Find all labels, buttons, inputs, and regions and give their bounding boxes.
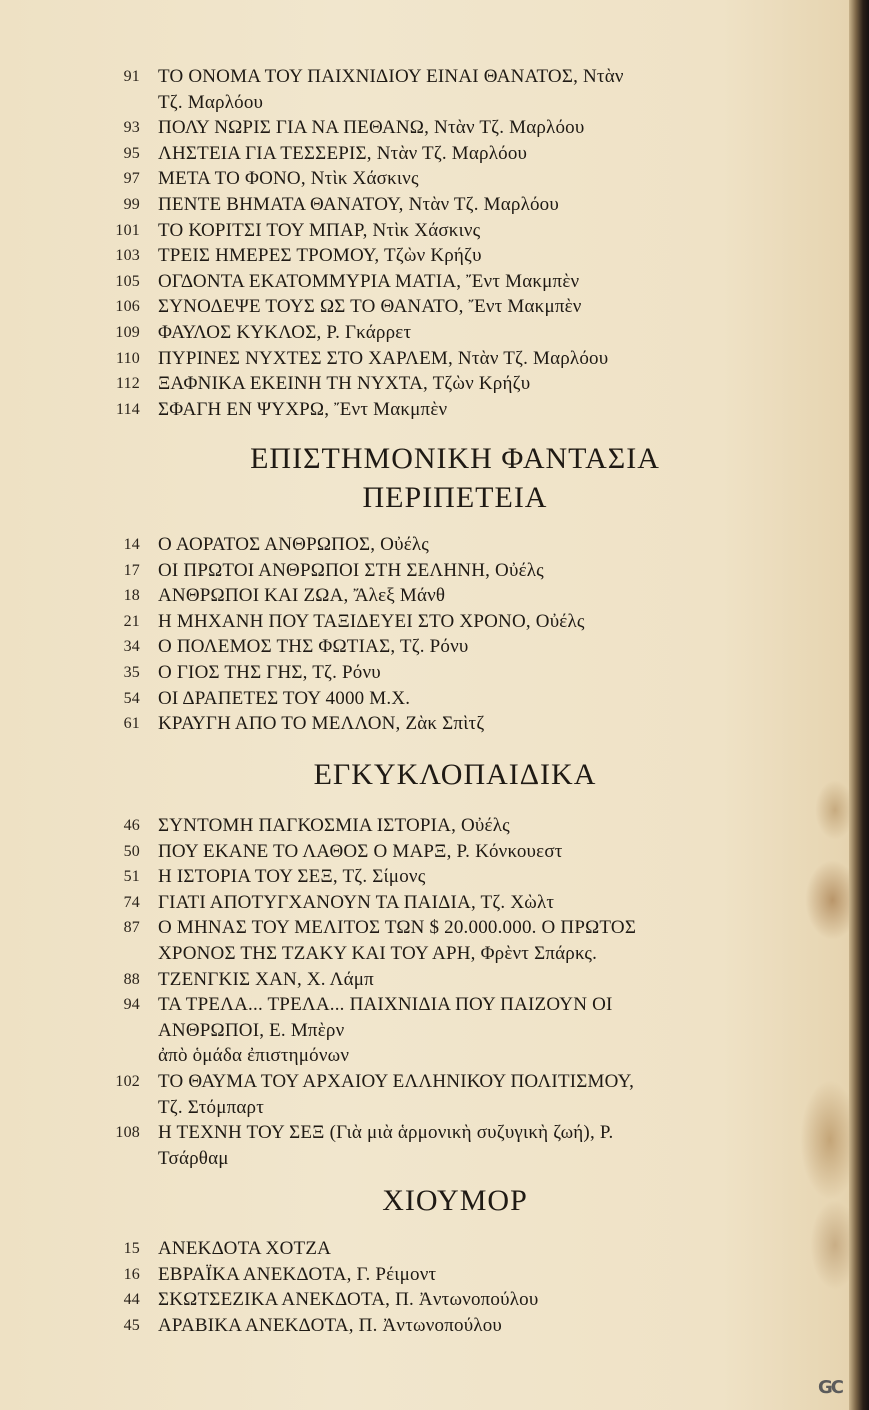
book-author: Τζ. Ρόνυ [399, 636, 469, 658]
book-title: ΠΕΝΤΕ ΒΗΜΑΤΑ ΘΑΝΑΤΟΥ, [158, 193, 404, 215]
item-number: 91 [123, 68, 140, 85]
book-author: Ἔντ Μακμπὲν [466, 270, 580, 292]
list-item [110, 243, 800, 269]
list-item [110, 141, 800, 167]
list-item [110, 1069, 800, 1120]
list-item [110, 609, 800, 635]
book-author: Γ. Ρέιμοντ [356, 1263, 437, 1285]
book-title: ΠΟΛΥ ΝΩΡΙΣ ΓΙΑ ΝΑ ΠΕΘΑΝΩ, [158, 117, 430, 139]
scifi-list [110, 532, 800, 737]
item-number: 103 [115, 247, 140, 265]
book-title: ΣΥΝΤΟΜΗ ΠΑΓΚΟΣΜΙΑ ΙΣΤΟΡΙΑ, [158, 815, 457, 836]
book-author: (Γιὰ μιὰ ἁρμονικὴ συζυγικὴ ζωή), Ρ. [329, 1122, 614, 1144]
book-author: Ντὶκ Χάσκινς [310, 168, 419, 190]
book-author: Οὐέλς [495, 559, 544, 581]
item-number: 101 [115, 221, 140, 239]
item-number: 16 [123, 1265, 140, 1283]
book-title: ΟΙ ΔΡΑΠΕΤΕΣ ΤΟΥ 4000 Μ.Χ. [158, 687, 411, 709]
list-item [110, 686, 800, 712]
list-item [110, 1313, 800, 1339]
book-edge [849, 0, 869, 1410]
item-number: 97 [123, 170, 140, 188]
list-item [110, 915, 800, 966]
book-title: ΦΑΥΛΟΣ ΚΥΚΛΟΣ, [158, 321, 322, 343]
item-number: 21 [123, 612, 140, 630]
item-number: 88 [123, 970, 140, 988]
item-number: 74 [123, 893, 140, 911]
book-title: ΑΡΑΒΙΚΑ ΑΝΕΚΔΟΤΑ, [158, 1314, 354, 1336]
book-title: ΤΟ ΚΟΡΙΤΣΙ ΤΟΥ ΜΠΑΡ, [158, 219, 368, 241]
book-author: Ἔντ Μακμπὲν [468, 296, 582, 318]
item-number: 109 [115, 323, 140, 341]
list-item [110, 839, 800, 865]
continuation-line: ΧΡΟΝΟΣ ΤΗΣ ΤΖΑΚΥ ΚΑΙ ΤΟΥ ΑΡΗ, Φρὲντ Σπάρκς. [158, 942, 598, 964]
item-number: 99 [123, 195, 140, 213]
book-title: ΛΗΣΤΕΙΑ ΓΙΑ ΤΕΣΣΕΡΙΣ, [158, 142, 372, 164]
item-number: 93 [123, 119, 140, 137]
list-item [110, 660, 800, 686]
list-item [110, 192, 800, 218]
book-author: Ντὰν Τζ. Μαρλόου [457, 347, 609, 369]
list-item [110, 1120, 800, 1171]
book-title: ΟΙ ΠΡΩΤΟΙ ΑΝΘΡΩΠΟΙ ΣΤΗ ΣΕΛΗΝΗ, [158, 559, 491, 581]
book-title: ΑΝΘΡΩΠΟΙ ΚΑΙ ΖΩΑ, [158, 585, 349, 607]
section-heading-adventure: ΠΕΡΙΠΕΤΕΙΑ [362, 481, 548, 514]
section-heading-scifi: ΕΠΙΣΤΗΜΟΝΙΚΗ ΦΑΝΤΑΣΙΑ [250, 442, 660, 475]
list-item [110, 166, 800, 192]
list-item [110, 320, 800, 346]
book-title: ΤΟ ΘΑΥΜΑ ΤΟΥ ΑΡΧΑΙΟΥ ΕΛΛΗΝΙΚΟΥ ΠΟΛΙΤΙΣΜΟΥ, [158, 1070, 635, 1092]
list-item [110, 1262, 800, 1288]
list-item [110, 967, 800, 993]
item-number: 106 [115, 298, 140, 316]
item-number: 105 [115, 272, 140, 290]
item-number: 34 [123, 638, 140, 656]
book-title: ΣΚΩΤΣΕΖΙΚΑ ΑΝΕΚΔΟΤΑ, [158, 1289, 391, 1311]
item-number: 108 [115, 1124, 140, 1142]
book-title: Η ΤΕΧΝΗ ΤΟΥ ΣΕΞ [158, 1122, 325, 1144]
book-title: ΤΡΕΙΣ ΗΜΕΡΕΣ ΤΡΟΜΟΥ, [158, 245, 380, 267]
book-author: Π. Ἀντωνοπούλου [395, 1289, 539, 1311]
item-number: 45 [123, 1316, 140, 1334]
book-title: Η ΙΣΤΟΡΙΑ ΤΟΥ ΣΕΞ, [158, 866, 338, 888]
book-author: Τζ. Χὼλτ [480, 891, 555, 913]
item-number: 54 [123, 689, 140, 707]
book-author: Οὐέλς [461, 815, 510, 836]
book-title: ΕΒΡΑΪΚΑ ΑΝΕΚΔΟΤΑ, [158, 1263, 352, 1285]
continuation-line: ΑΝΘΡΩΠΟΙ, Ε. Μπὲρν [158, 1019, 345, 1041]
book-author: Οὐέλς [380, 534, 430, 555]
book-author: Ντὰν Τζ. Μαρλόου [408, 193, 559, 215]
item-number: 15 [123, 1240, 140, 1257]
book-author: Τζὼν Κρήζυ [432, 373, 531, 395]
continuation-line: ἀπὸ ὁμάδα ἐπιστημόνων [158, 1045, 350, 1067]
encyclopedic-list [110, 813, 800, 1171]
book-title: Ο ΑΟΡΑΤΟΣ ΑΝΘΡΩΠΟΣ, [158, 534, 376, 555]
book-author: Τζὼν Κρήζυ [384, 245, 482, 267]
item-number: 87 [123, 919, 140, 937]
book-title: ΜΕΤΑ ΤΟ ΦΟΝΟ, [158, 168, 306, 190]
book-title: ΣΦΑΓΗ ΕΝ ΨΥΧΡΩ, [158, 398, 330, 420]
item-number: 94 [123, 996, 140, 1014]
book-title: ΤΑ ΤΡΕΛΑ... ΤΡΕΛΑ... ΠΑΙΧΝΙΔΙΑ ΠΟΥ ΠΑΙΖΟΥΝ ΟΙ [158, 994, 613, 1016]
list-item [110, 371, 800, 397]
watermark-logo: GC [818, 1377, 842, 1398]
list-item [110, 634, 800, 660]
list-item [110, 294, 800, 320]
list-item [110, 558, 800, 584]
list-item [110, 813, 800, 839]
book-author: Ντὶκ Χάσκινς [372, 219, 481, 241]
item-number: 112 [115, 375, 140, 393]
list-item [110, 583, 800, 609]
book-author: Ἄλεξ Μάνθ [353, 585, 446, 607]
continuation-line: Τσάρθαμ [158, 1147, 229, 1169]
book-author: Ρ. Κόνκουεστ [456, 840, 563, 862]
list-item [110, 115, 800, 141]
book-author: Π. Ἀντωνοπούλου [358, 1314, 503, 1336]
item-number: 44 [123, 1291, 140, 1309]
book-title: ΣΥΝΟΔΕΨΕ ΤΟΥΣ ΩΣ ΤΟ ΘΑΝΑΤΟ, [158, 296, 464, 318]
list-item [110, 397, 800, 423]
continuation-line: Τζ. Στόμπαρτ [158, 1096, 265, 1118]
crime-list [110, 64, 800, 422]
book-title: ΤΟ ΟΝΟΜΑ ΤΟΥ ΠΑΙΧΝΙΔΙΟΥ ΕΙΝΑΙ ΘΑΝΑΤΟΣ, [158, 66, 579, 87]
list-item [110, 218, 800, 244]
item-number: 51 [123, 868, 140, 886]
book-author: Ντὰν Τζ. Μαρλόου [434, 117, 585, 139]
list-item [110, 269, 800, 295]
book-title: Ο ΓΙΟΣ ΤΗΣ ΓΗΣ, [158, 661, 308, 683]
list-item [110, 346, 800, 372]
section-heading-encyclopedic: ΕΓΚΥΚΛΟΠΑΙΔΙΚΑ [313, 758, 597, 791]
item-number: 114 [115, 400, 140, 418]
list-item [110, 711, 800, 737]
book-title: ΚΡΑΥΓΗ ΑΠΟ ΤΟ ΜΕΛΛΟΝ, [158, 713, 401, 735]
list-item [110, 864, 800, 890]
item-number: 46 [123, 817, 140, 834]
item-number: 14 [123, 536, 140, 553]
book-author: Ζὰκ Σπὶτζ [405, 713, 485, 735]
book-title: Η ΜΗΧΑΝΗ ΠΟΥ ΤΑΞΙΔΕΥΕΙ ΣΤΟ ΧΡΟΝΟ, [158, 610, 531, 632]
item-number: 18 [123, 587, 140, 605]
book-author: Οὐέλς [535, 610, 585, 632]
book-title: ΓΙΑΤΙ ΑΠΟΤΥΓΧΑΝΟΥΝ ΤΑ ΠΑΙΔΙΑ, [158, 891, 476, 913]
humor-list [110, 1236, 800, 1338]
item-number: 61 [123, 715, 140, 733]
book-title: ΤΖΕΝΓΚΙΣ ΧΑΝ, [158, 968, 302, 990]
item-number: 102 [115, 1072, 140, 1090]
book-title: Ο ΠΟΛΕΜΟΣ ΤΗΣ ΦΩΤΙΑΣ, [158, 636, 396, 658]
book-title: ΠΟΥ ΕΚΑΝΕ ΤΟ ΛΑΘΟΣ Ο ΜΑΡΞ, [158, 840, 452, 862]
book-author: Χ. Λάμπ [306, 968, 374, 990]
book-title: ΞΑΦΝΙΚΑ ΕΚΕΙΝΗ ΤΗ ΝΥΧΤΑ, [158, 373, 428, 395]
book-title: ΑΝΕΚΔΟΤΑ ΧΟΤΖΑ [158, 1238, 332, 1259]
list-item [110, 992, 800, 1069]
continuation-line: Τζ. Μαρλόου [158, 91, 264, 113]
list-item [110, 1236, 800, 1262]
book-author: Ρ. Γκάρρετ [326, 321, 412, 343]
item-number: 50 [123, 842, 140, 860]
item-number: 17 [123, 561, 140, 579]
list-item [110, 64, 800, 115]
list-item [110, 890, 800, 916]
book-author: Τζ. Ρόνυ [312, 661, 381, 683]
item-number: 95 [123, 144, 140, 162]
section-heading-humor: ΧΙΟΥΜΟΡ [382, 1184, 528, 1217]
book-title: ΟΓΔΟΝΤΑ ΕΚΑΤΟΜΜΥΡΙΑ ΜΑΤΙΑ, [158, 270, 462, 292]
item-number: 35 [123, 663, 140, 681]
book-author: Ντὰν Τζ. Μαρλόου [376, 142, 528, 164]
list-item [110, 1287, 800, 1313]
list-item [110, 532, 800, 558]
book-author: Τζ. Σίμονς [342, 866, 426, 888]
book-author: Ἔντ Μακμπὲν [334, 398, 448, 420]
item-number: 110 [115, 349, 140, 367]
book-author: Ντὰν [583, 66, 624, 87]
book-title: Ο ΜΗΝΑΣ ΤΟΥ ΜΕΛΙΤΟΣ ΤΩΝ $ 20.000.000. Ο ΠΡΩΤΟΣ [158, 917, 637, 939]
book-title: ΠΥΡΙΝΕΣ ΝΥΧΤΕΣ ΣΤΟ ΧΑΡΛΕΜ, [158, 347, 453, 369]
